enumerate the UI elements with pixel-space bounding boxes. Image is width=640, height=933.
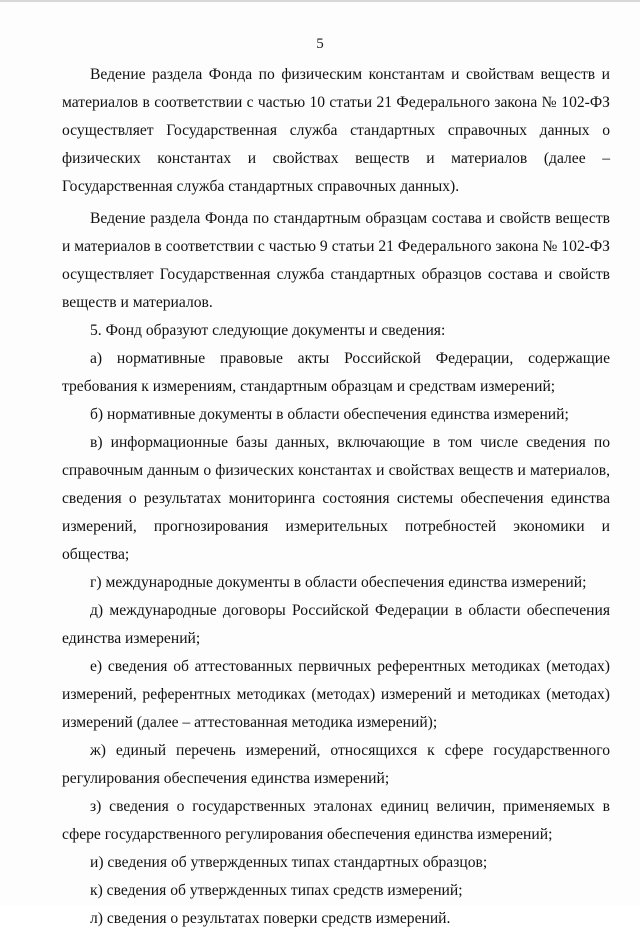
list-item-b: б) нормативные документы в области обеспечения единства измерений; — [90, 406, 569, 423]
page-top-edge — [0, 0, 640, 2]
list-item-zh: ж) единый перечень измерений, относящихся к сфере государственного регулирования обеспечения единства измерений; — [62, 742, 610, 787]
list-item-g: г) международные документы в области обеспечения единства измерений; — [90, 574, 587, 591]
list-item-k: к) сведения об утвержденных типах средств измерений; — [90, 882, 463, 899]
list-item-z: з) сведения о государственных эталонах единиц величин, применяемых в сфере государственного регулирования обеспечения единства измерений; — [62, 798, 610, 843]
list-item-v: в) информационные базы данных, включающие в том числе сведения по справочным данным о физических константах и свойствах веществ и материалов, сведения о результатах мониторинга состояния системы обеспечения единства измерений, прогнозирования измерительных потребностей экономики и общества; — [62, 434, 610, 563]
list-item-a: а) нормативные правовые акты Российской Федерации, содержащие требования к измерениям, стандартным образцам и средствам измерений; — [62, 350, 610, 395]
paragraph-fund-physical-constants: Ведение раздела Фонда по физическим константам и свойствам веществ и материалов в соответствии с частью 10 статьи 21 Федерального закона № 102-ФЗ осуществляет Государственная служба стандартных справочных данных о физических константах и свойствах веществ и материалов (далее – Государственная служба стандартных справочных данных). — [62, 66, 610, 195]
page-number: 5 — [316, 36, 324, 52]
document-body — [62, 61, 610, 933]
paragraph-item-5-heading: 5. Фонд образуют следующие документы и сведения: — [90, 322, 446, 339]
list-item-i: и) сведения об утвержденных типах стандартных образцов; — [90, 854, 488, 871]
list-item-l: л) сведения о результатах поверки средств измерений. — [90, 910, 451, 927]
list-item-d: д) международные договоры Российской Федерации в области обеспечения единства измерений; — [62, 602, 610, 647]
paragraph-fund-reference-materials: Ведение раздела Фонда по стандартным образцам состава и свойств веществ и материалов в соответствии с частью 9 статьи 21 Федерального закона № 102-ФЗ осуществляет Государственная служба стандартных образцов состава и свойств веществ и материалов. — [62, 210, 610, 311]
list-item-e: е) сведения об аттестованных первичных референтных методиках (методах) измерений, референтных методиках (методах) измерений и методиках (методах) измерений (далее – аттестованная методика измерений); — [62, 658, 610, 731]
